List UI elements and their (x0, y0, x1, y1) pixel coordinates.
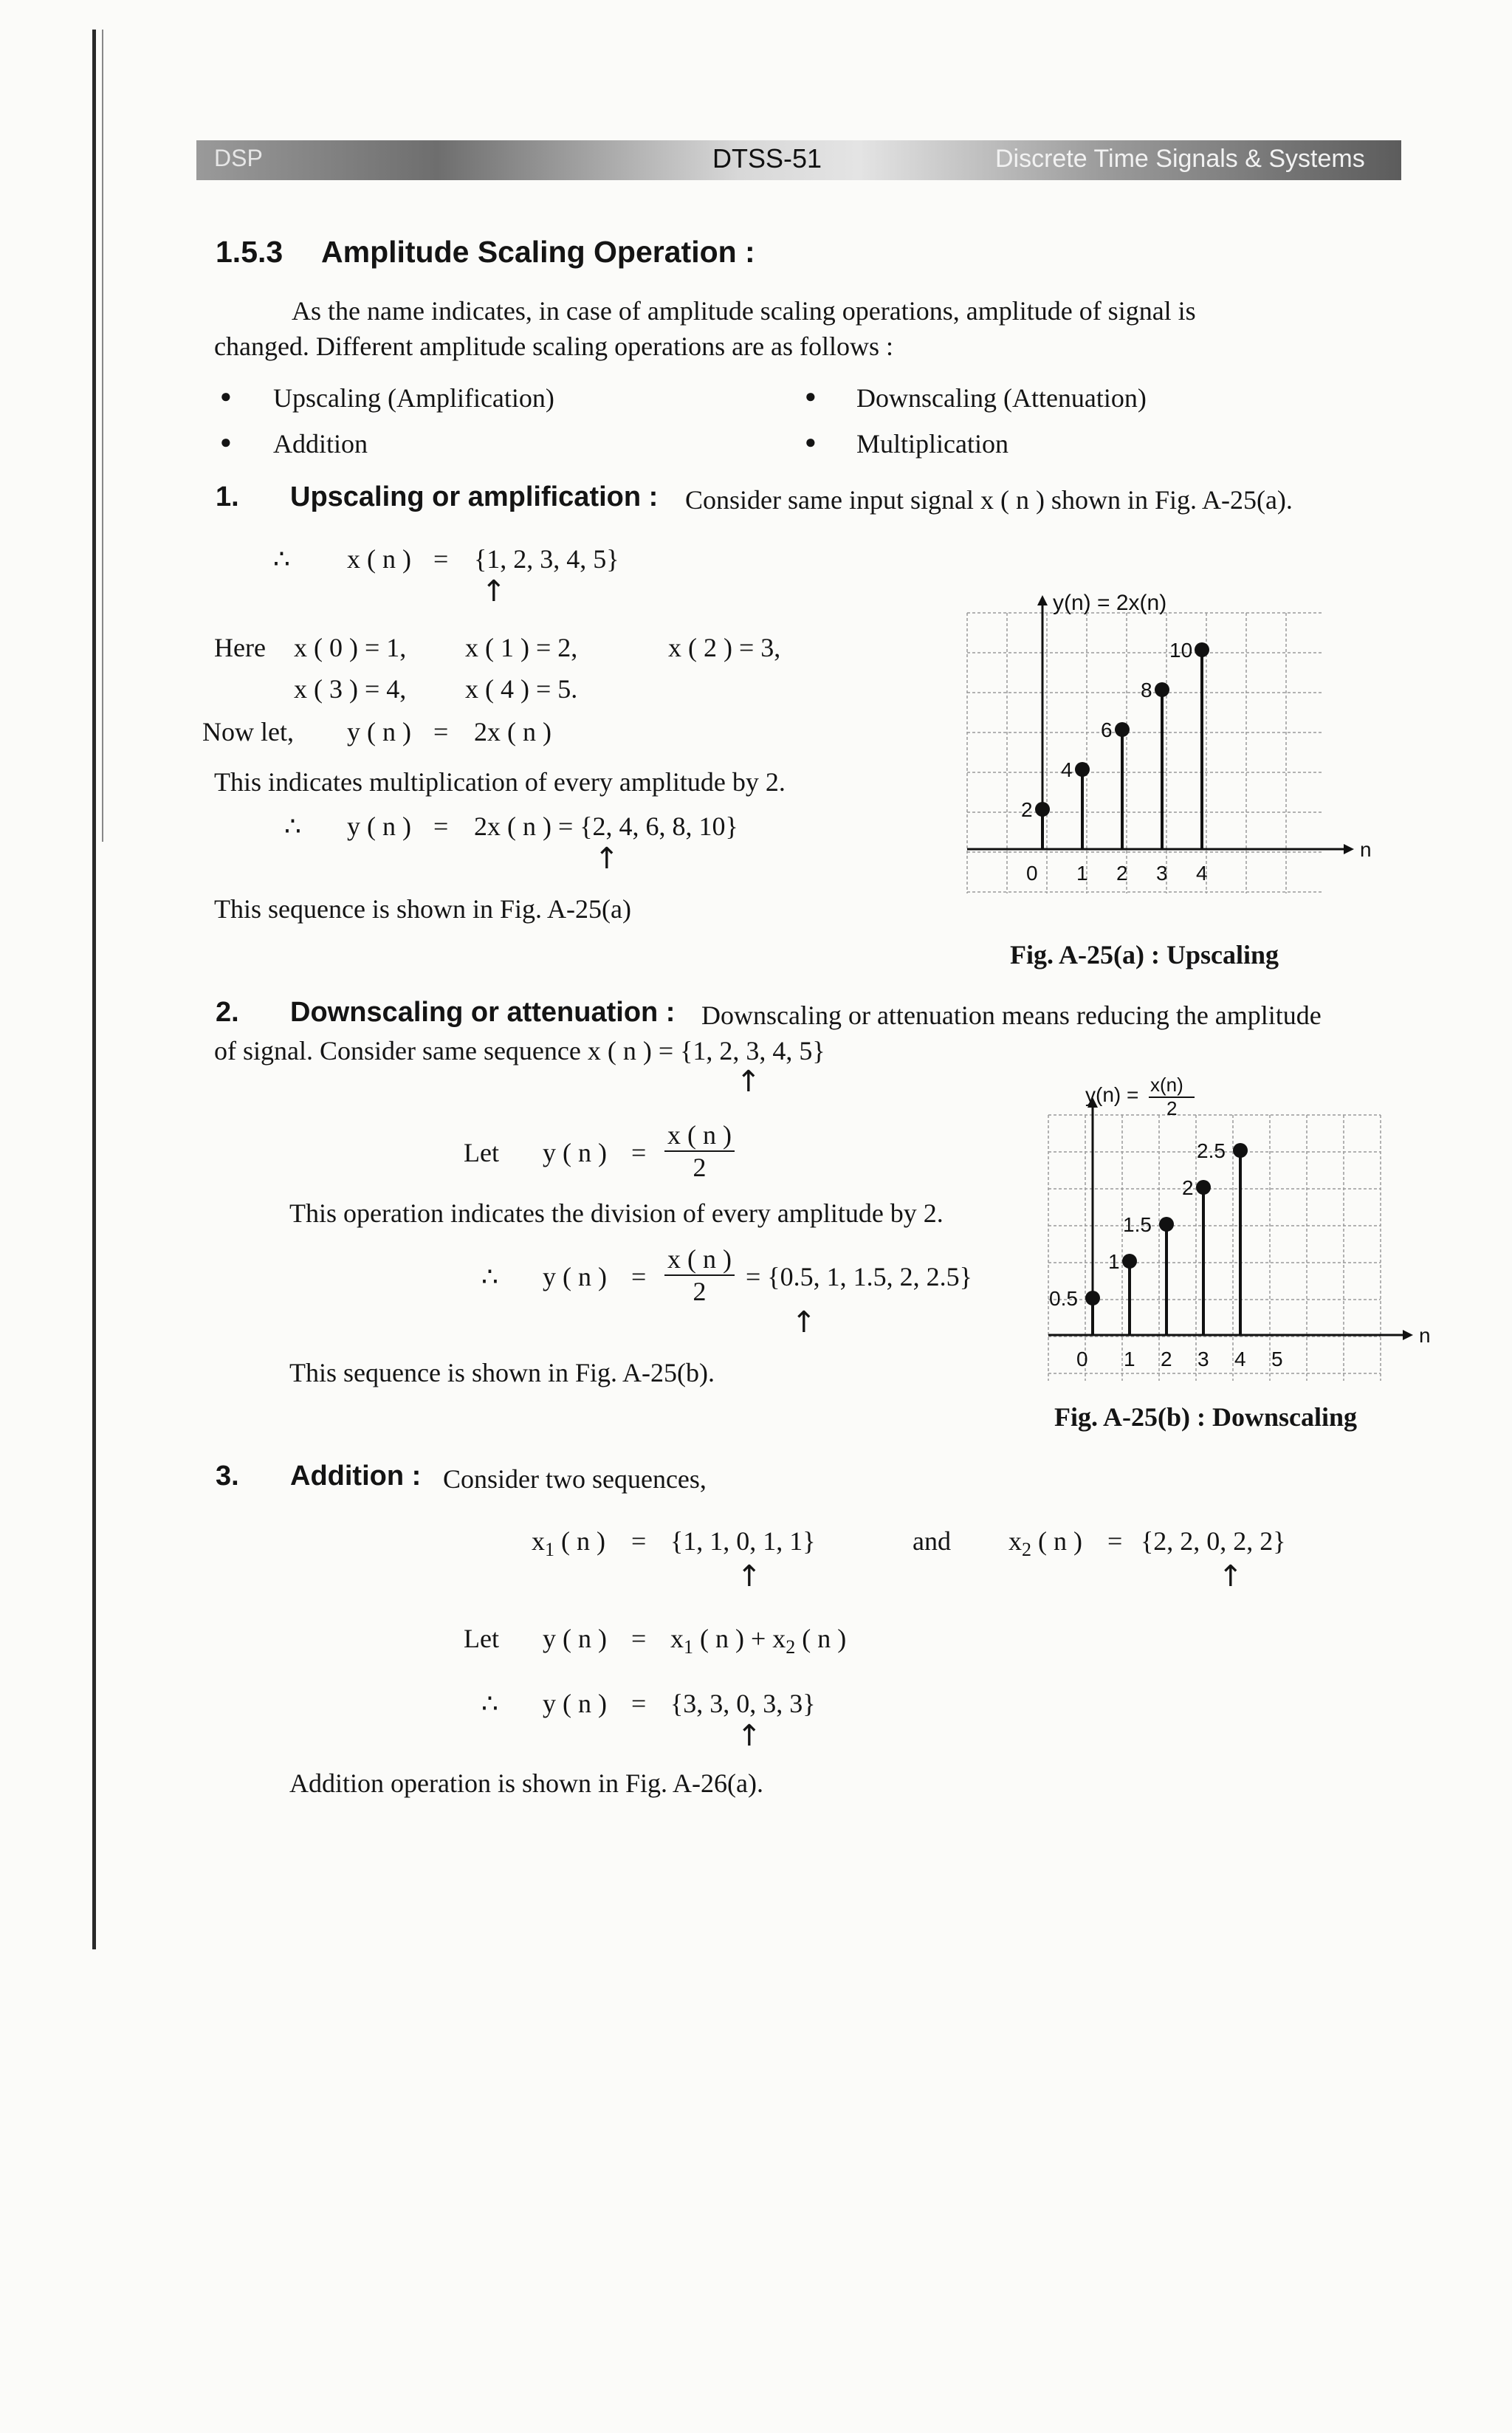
y-sequence: 2x ( n ) = {2, 4, 6, 8, 10} (474, 811, 738, 841)
therefore-symbol: ∴ (273, 544, 290, 574)
fraction-x-over-2 (664, 1119, 735, 1183)
chart-b-stem-marker (1196, 1180, 1211, 1195)
chart-a-stem-marker (1115, 722, 1130, 737)
equals-sign: = (1107, 1526, 1123, 1556)
chart-b-value-label: 2.5 (1197, 1139, 1226, 1162)
sum-sequence: {3, 3, 0, 3, 3} (670, 1689, 816, 1718)
let-label: Let (464, 1624, 499, 1653)
let-label: Let (464, 1138, 499, 1167)
sum-expression: $x_1$ ( n ) + $x_2$ ( n ) (670, 1624, 847, 1658)
upscaling-shown-text: This sequence is shown in Fig. A-25(a) (214, 894, 631, 924)
and-text: and (913, 1526, 951, 1556)
figure-caption-a25b: Fig. A-25(b) : Downscaling (1054, 1402, 1358, 1432)
fraction-denominator: 2 (693, 1153, 707, 1182)
upscaling-lead: Consider same input signal x ( n ) shown in Fig. A-25(a). (685, 485, 1293, 515)
bullet-dot: ● (805, 431, 817, 453)
chart-a-value-label: 6 (1101, 718, 1113, 741)
origin-arrow: ↑ (791, 1305, 817, 1339)
bullet-dot: ● (805, 385, 817, 407)
chart-b-title-lhs: y(n) = (1085, 1083, 1139, 1106)
therefore-symbol: ∴ (481, 1262, 498, 1291)
chart-a-x-axis-label: n (1360, 838, 1372, 861)
chart-b-x-tick-label: 0 (1076, 1348, 1088, 1370)
x1-value: x ( 1 ) = 2, (465, 633, 578, 662)
chart-b-x-tick-label: 2 (1161, 1348, 1172, 1370)
chart-b-title-numerator: x(n) (1150, 1074, 1183, 1096)
upscaling-title: Upscaling or amplification : (290, 481, 659, 512)
chart-b-x-tick-label: 3 (1197, 1348, 1209, 1370)
downscaled-sequence: = {0.5, 1, 1.5, 2, 2.5} (746, 1262, 972, 1291)
fraction-numerator: x ( n ) (664, 1119, 735, 1152)
x0-value: x ( 0 ) = 1, (294, 633, 407, 662)
origin-arrow: ↑ (594, 842, 619, 876)
chart-b-x-tick-label: 5 (1271, 1348, 1283, 1370)
y-definition: 2x ( n ) (474, 717, 551, 747)
y-lhs: y ( n ) (543, 1262, 607, 1291)
fraction-denominator: 2 (693, 1277, 707, 1306)
downscaling-shown-text: This sequence is shown in Fig. A-25(b). (289, 1358, 715, 1387)
x2-sequence: {2, 2, 0, 2, 2} (1141, 1526, 1286, 1556)
x-sequence: {1, 2, 3, 4, 5} (474, 544, 619, 574)
x1-sequence: {1, 1, 0, 1, 1} (670, 1526, 816, 1556)
addition-number: 3. (216, 1461, 239, 1492)
bullet-addition: Addition (273, 429, 368, 459)
origin-arrow: ↑ (1218, 1559, 1243, 1593)
section-title: Amplitude Scaling Operation : (321, 235, 755, 269)
chart-a-y-axis-arrow (1037, 595, 1048, 605)
upscaling-number: 1. (216, 481, 239, 512)
chart-a-x-tick-label: 3 (1156, 862, 1168, 885)
header-chapter-title: Discrete Time Signals & Systems (995, 145, 1365, 173)
chart-b-stem-marker (1159, 1217, 1174, 1232)
equals-sign: = (631, 1526, 647, 1556)
y-lhs: y ( n ) (347, 811, 411, 841)
bullet-upscaling: Upscaling (Amplification) (273, 383, 554, 413)
fraction-numerator: x ( n ) (664, 1243, 735, 1276)
binding-edge (92, 30, 96, 1949)
figure-caption-a25a: Fig. A-25(a) : Upscaling (1010, 940, 1279, 970)
chart-a-stem-marker (1035, 802, 1050, 817)
origin-arrow: ↑ (737, 1559, 762, 1593)
chart-b-stem-marker (1085, 1291, 1100, 1305)
equals-sign: = (433, 811, 449, 841)
y-lhs: y ( n ) (543, 1624, 607, 1653)
chart-a-x-tick-label: 1 (1076, 862, 1088, 885)
downscaling-lead-2: of signal. Consider same sequence x ( n ) = {1, 2, 3, 4, 5} (214, 1036, 825, 1065)
origin-arrow: ↑ (737, 1719, 762, 1753)
chart-a-value-label: 4 (1061, 758, 1073, 781)
x4-value: x ( 4 ) = 5. (465, 674, 578, 704)
chart-a-stem-marker (1195, 642, 1209, 657)
chart-a-stem-marker (1155, 682, 1169, 697)
addition-lead: Consider two sequences, (443, 1464, 707, 1494)
chart-b-value-label: 0.5 (1049, 1287, 1078, 1310)
section-number: 1.5.3 (216, 235, 284, 269)
chart-b-value-label: 2 (1182, 1176, 1194, 1199)
chart-b-x-tick-label: 1 (1124, 1348, 1135, 1370)
bullet-dot: ● (220, 431, 232, 453)
chart-b-x-axis-label: n (1419, 1324, 1431, 1347)
chart-b-stem-marker (1122, 1254, 1137, 1269)
addition-title: Addition : (290, 1461, 422, 1492)
chart-a-x-axis-arrow (1344, 844, 1354, 854)
y-lhs: y ( n ) (347, 717, 411, 747)
origin-arrow: ↑ (481, 574, 506, 608)
chart-b-value-label: 1 (1108, 1250, 1120, 1273)
downscaling-number: 2. (216, 997, 239, 1028)
equals-sign: = (631, 1624, 647, 1653)
upscaling-explanation: This indicates multiplication of every amplitude by 2. (214, 767, 786, 797)
chart-a-value-label: 10 (1169, 639, 1193, 662)
downscaling-lead: Downscaling or attenuation means reducing the amplitude (701, 1001, 1322, 1030)
upscaling-chart-group (967, 591, 1372, 893)
x3-value: x ( 3 ) = 4, (294, 674, 407, 704)
bullet-downscaling: Downscaling (Attenuation) (856, 383, 1147, 413)
downscaling-chart-group (1048, 1074, 1431, 1381)
intro-line-1: As the name indicates, in case of amplitude scaling operations, amplitude of signal is (292, 296, 1196, 326)
chart-b-x-tick-label: 4 (1234, 1348, 1246, 1370)
equals-sign: = (631, 1689, 647, 1718)
y-lhs: y ( n ) (543, 1689, 607, 1718)
now-let-label: Now let, (202, 717, 294, 747)
equals-sign: = (631, 1262, 647, 1291)
chart-b-title-denominator: 2 (1166, 1097, 1178, 1119)
here-label: Here (214, 633, 266, 662)
fraction-x-over-2 (664, 1243, 735, 1307)
bullet-dot: ● (220, 385, 232, 407)
origin-arrow: ↑ (736, 1065, 761, 1099)
header-page-number: DTSS-51 (712, 143, 822, 174)
x2-lhs: $x_2$ ( n ) (1008, 1526, 1082, 1561)
x1-lhs: $x_1$ ( n ) (532, 1526, 605, 1561)
equals-sign: = (631, 1138, 647, 1167)
therefore-symbol: ∴ (284, 811, 301, 841)
downscaling-stem-chart (1034, 1063, 1431, 1388)
equals-sign: = (433, 544, 449, 574)
chart-b-x-axis-arrow (1403, 1330, 1413, 1340)
chart-a-value-label: 8 (1141, 679, 1152, 701)
therefore-symbol: ∴ (481, 1689, 498, 1718)
chart-a-x-tick-label: 0 (1026, 862, 1038, 885)
equals-sign: = (433, 717, 449, 747)
x-lhs: x ( n ) (347, 544, 411, 574)
chart-a-value-label: 2 (1021, 798, 1033, 821)
chart-a-title: y(n) = 2x(n) (1053, 591, 1167, 615)
chart-b-stem-marker (1233, 1143, 1248, 1158)
downscaling-explanation: This operation indicates the division of every amplitude by 2. (289, 1198, 944, 1228)
intro-line-2: changed. Different amplitude scaling operations are as follows : (214, 332, 894, 361)
downscaling-title: Downscaling or attenuation : (290, 997, 676, 1028)
x2-value: x ( 2 ) = 3, (668, 633, 781, 662)
chart-a-x-tick-label: 2 (1116, 862, 1128, 885)
header-left-label: DSP (214, 145, 263, 171)
addition-shown-text: Addition operation is shown in Fig. A-26(a). (289, 1768, 763, 1798)
y-lhs: y ( n ) (543, 1138, 607, 1167)
upscaling-stem-chart (960, 591, 1372, 901)
bullet-multiplication: Multiplication (856, 429, 1008, 459)
chart-a-stem-marker (1075, 762, 1090, 777)
chart-b-value-label: 1.5 (1123, 1213, 1152, 1236)
chart-a-x-tick-label: 4 (1196, 862, 1208, 885)
